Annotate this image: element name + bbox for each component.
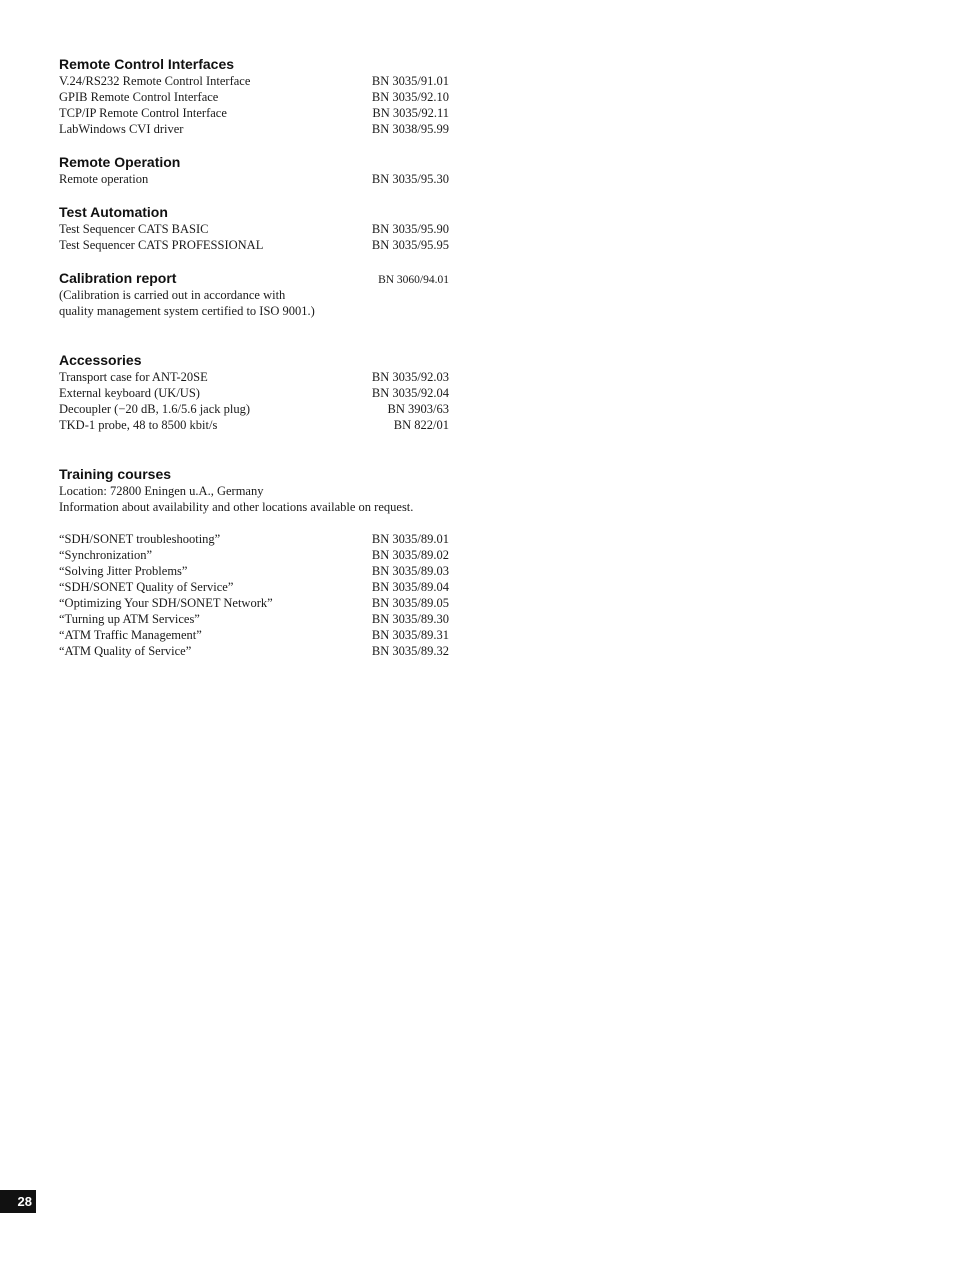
order-number: BN 3035/92.04 [371, 386, 449, 400]
order-number: BN 3035/89.30 [371, 612, 449, 626]
list-item [59, 417, 449, 433]
list-item [59, 563, 449, 579]
section-calibration-report [59, 270, 449, 319]
order-number: BN 3035/89.32 [371, 644, 449, 658]
section-remote-operation [59, 154, 449, 187]
order-number: BN 3903/63 [387, 402, 449, 416]
item-label: External keyboard (UK/US) [59, 386, 200, 400]
order-number: BN 3038/95.99 [371, 122, 449, 136]
order-number: BN 3035/95.30 [371, 172, 449, 186]
item-label: Test Sequencer CATS PROFESSIONAL [59, 238, 264, 252]
item-label: “SDH/SONET troubleshooting” [59, 532, 221, 546]
item-label: Decoupler (−20 dB, 1.6/5.6 jack plug) [59, 402, 251, 416]
order-number: BN 3035/91.01 [371, 74, 449, 88]
item-label: V.24/RS232 Remote Control Interface [59, 74, 251, 88]
item-label: “SDH/SONET Quality of Service” [59, 580, 234, 594]
order-number: BN 3035/89.05 [371, 596, 449, 610]
page-number: 28 [0, 1190, 36, 1213]
list-item [59, 237, 449, 253]
item-label: Remote operation [59, 172, 149, 186]
section-heading: Accessories [59, 352, 142, 368]
info-line: Location: 72800 Eningen u.A., Germany [59, 484, 264, 498]
item-label: “Optimizing Your SDH/SONET Network” [59, 596, 273, 610]
list-item [59, 369, 449, 385]
list-item [59, 627, 449, 643]
list-item [59, 171, 449, 187]
note-line: quality management system certified to ISO 9001.) [59, 304, 315, 318]
item-label: “Turning up ATM Services” [59, 612, 200, 626]
info-line: Information about availability and other locations available on request. [59, 500, 414, 514]
section-test-automation [59, 204, 449, 253]
item-label: “ATM Traffic Management” [59, 628, 202, 642]
item-label: GPIB Remote Control Interface [59, 90, 219, 104]
list-item [59, 89, 449, 105]
item-label: “ATM Quality of Service” [59, 644, 192, 658]
section-heading-row [59, 270, 449, 287]
list-item [59, 595, 449, 611]
order-number: BN 3035/89.02 [371, 548, 449, 562]
item-label: Transport case for ANT-20SE [59, 370, 208, 384]
document-body [59, 56, 449, 659]
order-number: BN 3035/89.03 [371, 564, 449, 578]
order-number: BN 3035/92.11 [372, 106, 449, 120]
item-label: TCP/IP Remote Control Interface [59, 106, 227, 120]
item-label: LabWindows CVI driver [59, 122, 184, 136]
section-training-courses [59, 466, 449, 659]
order-number: BN 3035/92.03 [371, 370, 449, 384]
item-label: Test Sequencer CATS BASIC [59, 222, 209, 236]
order-number: BN 3035/89.31 [371, 628, 449, 642]
list-item [59, 385, 449, 401]
item-label: TKD-1 probe, 48 to 8500 kbit/s [59, 418, 218, 432]
list-item [59, 105, 449, 121]
section-accessories [59, 352, 449, 433]
list-item [59, 73, 449, 89]
section-remote-control-interfaces [59, 56, 449, 137]
list-item [59, 643, 449, 659]
list-item [59, 547, 449, 563]
list-item [59, 579, 449, 595]
order-number: BN 3035/92.10 [371, 90, 449, 104]
list-item [59, 611, 449, 627]
order-number: BN 3035/89.01 [371, 532, 449, 546]
list-item [59, 221, 449, 237]
note-line: (Calibration is carried out in accordance with [59, 288, 286, 302]
list-item [59, 531, 449, 547]
item-label: “Synchronization” [59, 548, 153, 562]
item-label: “Solving Jitter Problems” [59, 564, 188, 578]
section-heading: Test Automation [59, 204, 168, 220]
order-number: BN 3060/94.01 [378, 274, 449, 286]
section-heading: Training courses [59, 466, 172, 482]
section-heading: Remote Control Interfaces [59, 56, 235, 72]
section-heading: Remote Operation [59, 154, 181, 170]
order-number: BN 3035/95.95 [371, 238, 449, 252]
order-number: BN 822/01 [393, 418, 449, 432]
order-number: BN 3035/95.90 [371, 222, 449, 236]
order-number: BN 3035/89.04 [371, 580, 449, 594]
section-heading: Calibration report [59, 270, 177, 286]
list-item [59, 401, 449, 417]
list-item [59, 121, 449, 137]
